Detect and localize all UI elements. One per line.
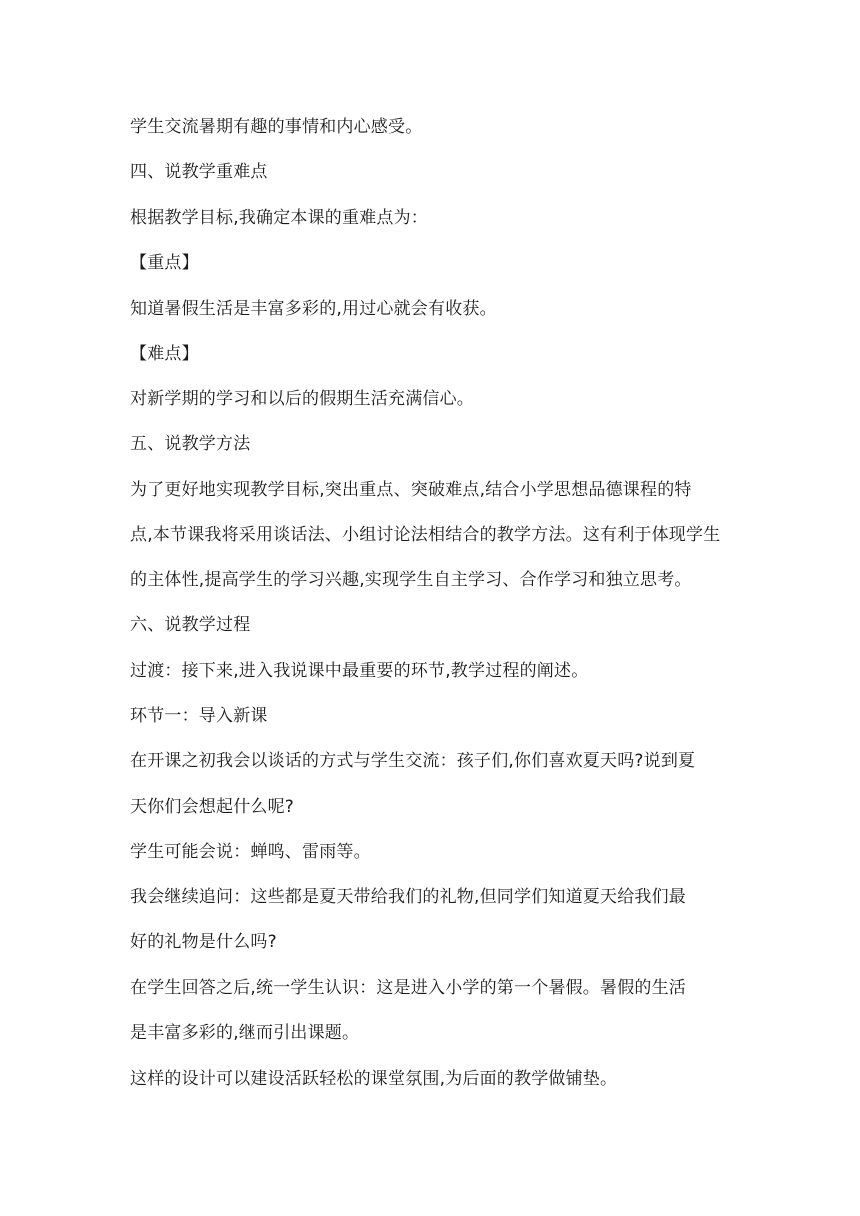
paragraph-line: 过渡：接下来,进入我说课中最重要的环节,教学过程的阐述。 <box>130 661 589 681</box>
subheading-step: 环节一：导入新课 <box>130 706 268 726</box>
paragraph-line: 根据教学目标,我确定本课的重难点为： <box>130 208 429 228</box>
paragraph-line: 我会继续追问：这些都是夏天带给我们的礼物,但同学们知道夏天给我们最 <box>130 887 687 907</box>
paragraph-line: 为了更好地实现教学目标,突出重点、突破难点,结合小学思想品德课程的特 <box>130 480 692 500</box>
paragraph-line: 在学生回答之后,统一学生认识：这是进入小学的第一个暑假。暑假的生活 <box>130 978 687 998</box>
section-heading: 四、说教学重难点 <box>130 162 268 182</box>
paragraph-line: 的主体性,提高学生的学习兴趣,实现学生自主学习、合作学习和独立思考。 <box>130 570 692 590</box>
paragraph-line: 对新学期的学习和以后的假期生活充满信心。 <box>130 389 474 409</box>
section-heading: 五、说教学方法 <box>130 434 251 454</box>
paragraph-line: 天你们会想起什么呢? <box>130 797 295 817</box>
paragraph-line: 学生可能会说：蝉鸣、雷雨等。 <box>130 842 371 862</box>
paragraph-line: 点,本节课我将采用谈话法、小组讨论法相结合的教学方法。这有利于体现学生 <box>130 525 721 545</box>
subheading-difficult-point: 【难点】 <box>130 344 199 364</box>
subheading-key-point: 【重点】 <box>130 253 199 273</box>
paragraph-line: 这样的设计可以建设活跃轻松的课堂氛围,为后面的教学做铺垫。 <box>130 1069 618 1089</box>
paragraph-line: 好的礼物是什么吗? <box>130 932 277 952</box>
paragraph-line: 在开课之初我会以谈话的方式与学生交流：孩子们,你们喜欢夏天吗?说到夏 <box>130 751 696 771</box>
section-heading: 六、说教学过程 <box>130 615 251 635</box>
paragraph-line: 学生交流暑期有趣的事情和内心感受。 <box>130 117 423 137</box>
paragraph-line: 知道暑假生活是丰富多彩的,用过心就会有收获。 <box>130 299 497 319</box>
paragraph-line: 是丰富多彩的,继而引出课题。 <box>130 1023 360 1043</box>
